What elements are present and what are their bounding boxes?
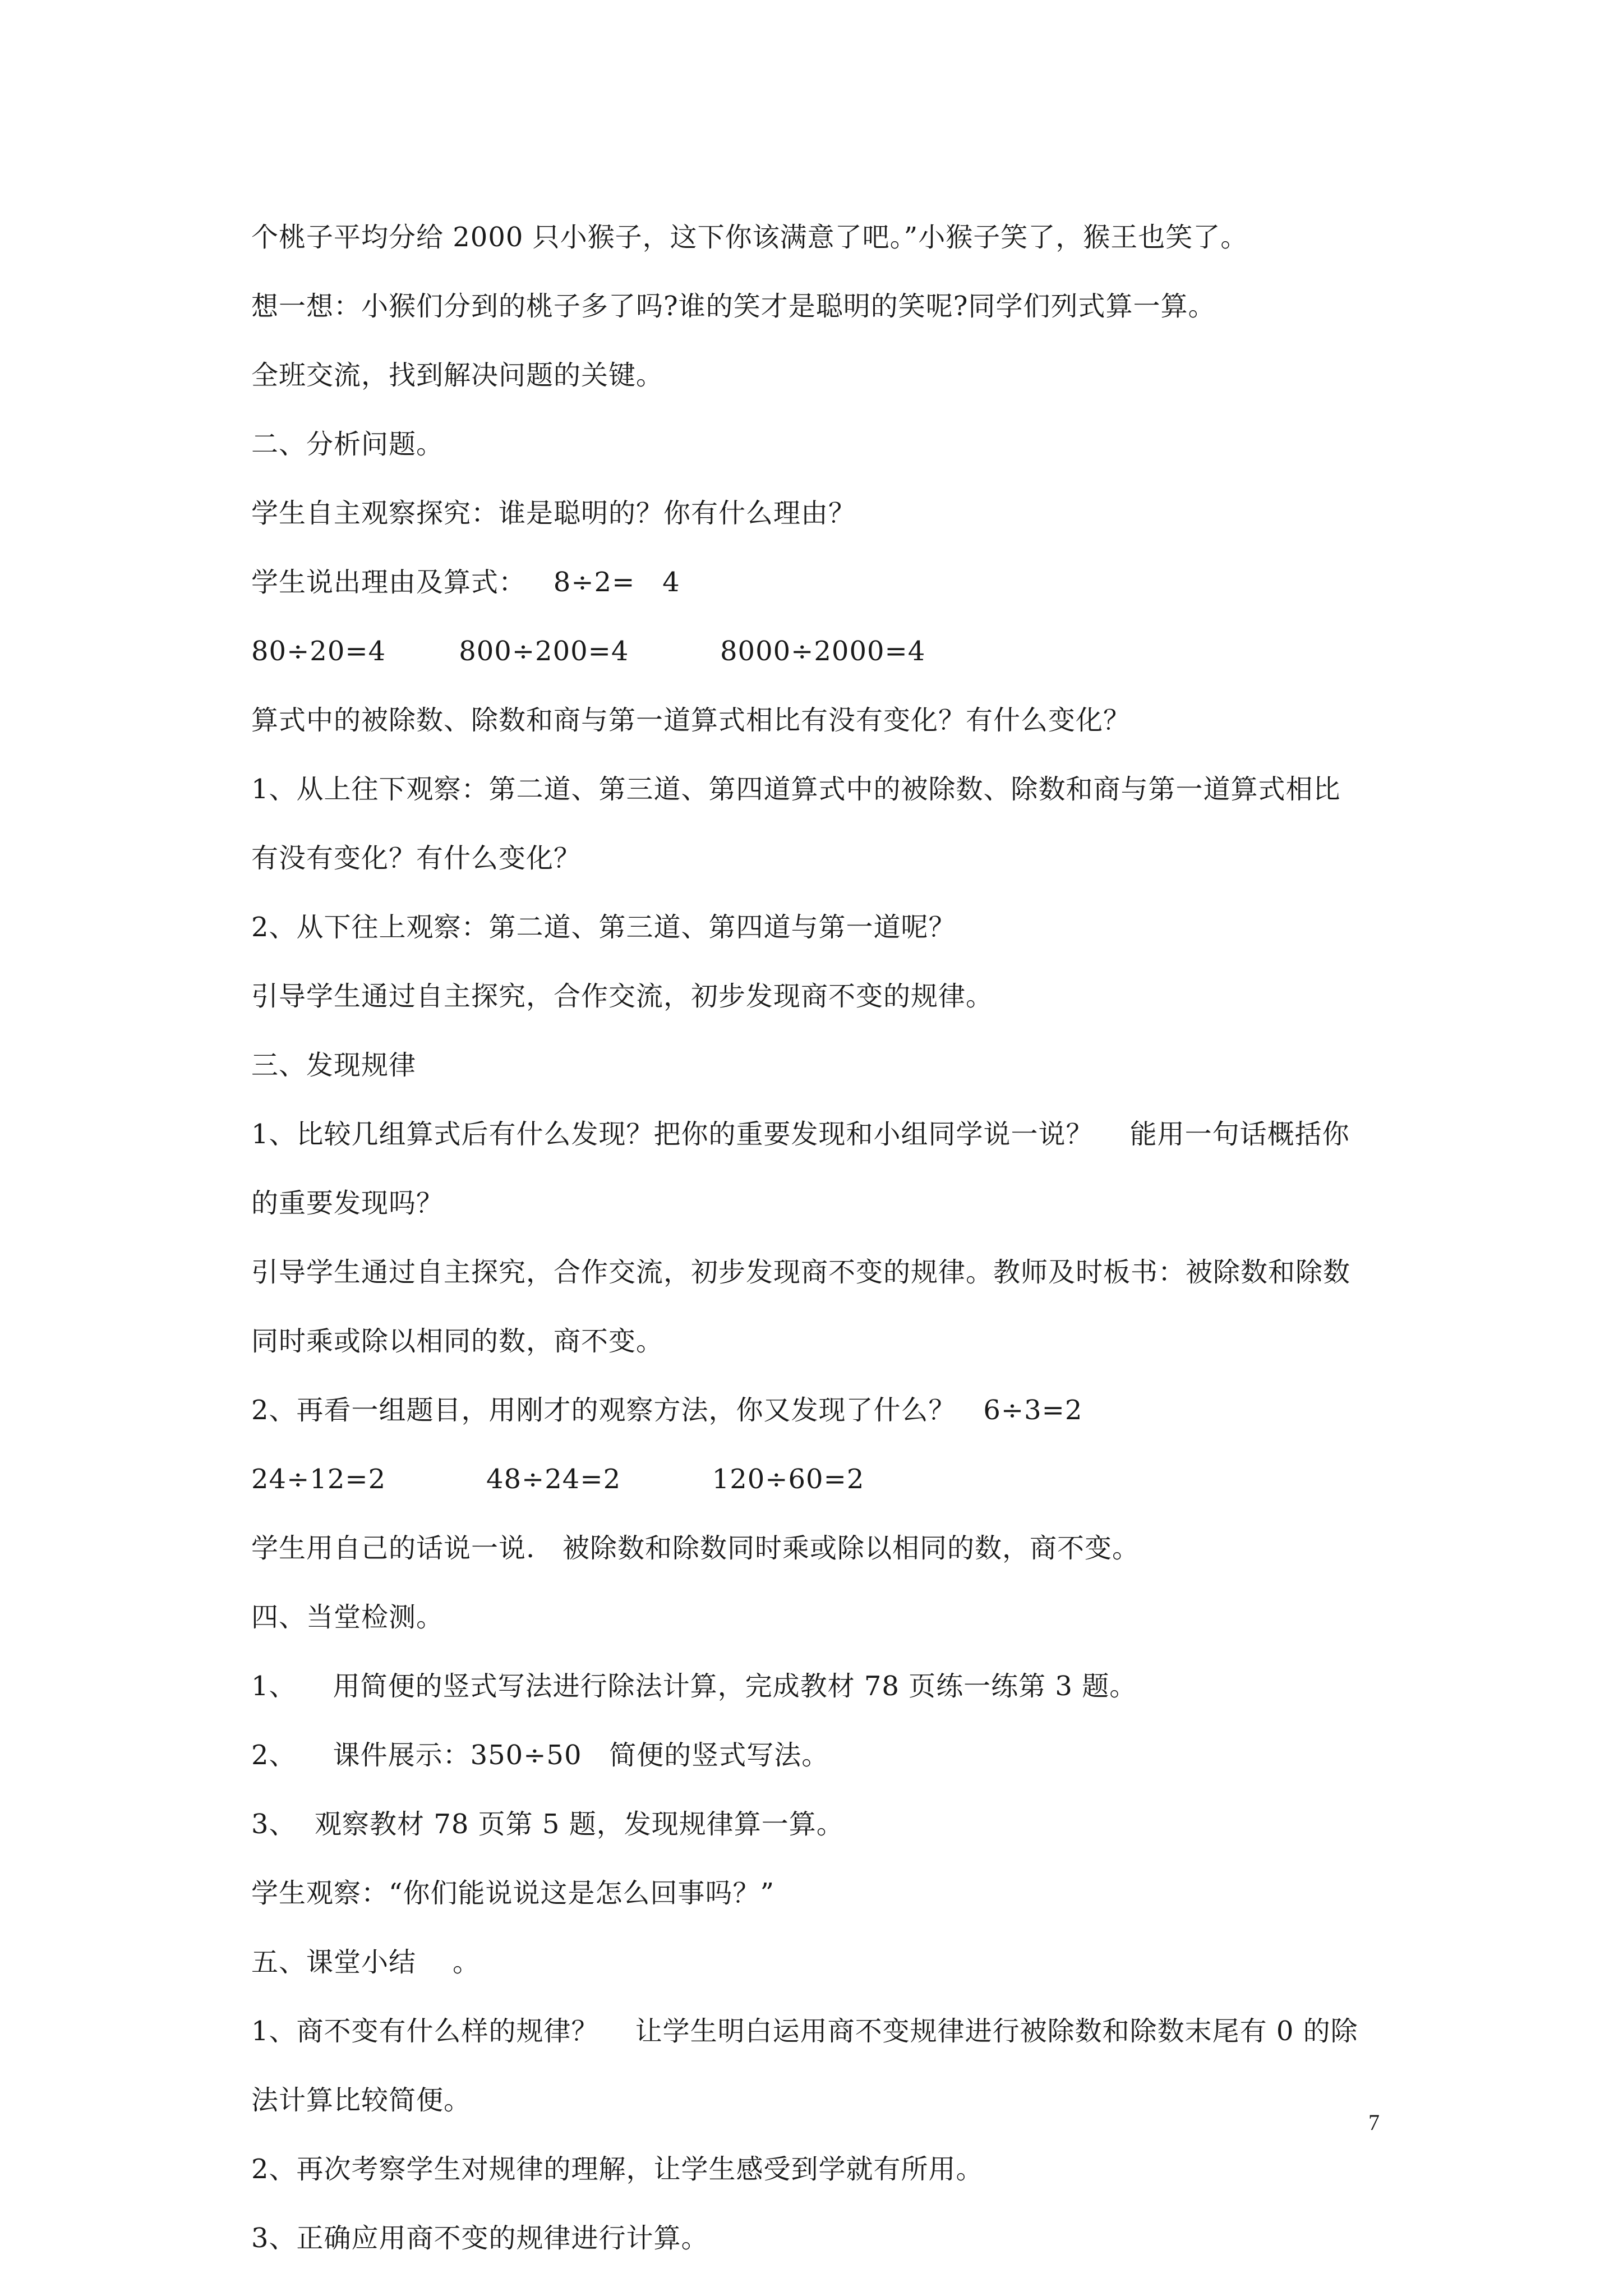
text-line: 2、 课件展示：350÷50 简便的竖式写法。 bbox=[251, 1740, 829, 1771]
text-line: 2、从下往上观察：第二道、第三道、第四道与第一道呢？ bbox=[251, 912, 956, 943]
text-line: 的重要发现吗？ bbox=[251, 1188, 444, 1219]
section-heading: 四、当堂检测。 bbox=[251, 1602, 444, 1633]
body-text bbox=[251, 203, 1395, 2273]
text-line: 1、商不变有什么样的规律？ 让学生明白运用商不变规律进行被除数和除数末尾有 0 的除 bbox=[251, 2016, 1358, 2047]
text-line: 引导学生通过自主探究，合作交流，初步发现商不变的规律。 bbox=[251, 981, 994, 1012]
text-line: 学生观察：“你们能说说这是怎么回事吗？” bbox=[251, 1878, 775, 1909]
equation-line: 80÷20=4 800÷200=4 8000÷2000=4 bbox=[251, 636, 926, 667]
equation-line: 24÷12=2 48÷24=2 120÷60=2 bbox=[251, 1464, 865, 1495]
text-line: 学生用自己的话说一说. 被除数和除数同时乘或除以相同的数，商不变。 bbox=[251, 1533, 1140, 1564]
text-line: 算式中的被除数、除数和商与第一道算式相比有没有变化？有什么变化？ bbox=[251, 705, 1131, 736]
text-line: 2、再看一组题目，用刚才的观察方法，你又发现了什么？ 6÷3=2 bbox=[251, 1395, 1083, 1426]
section-heading: 三、发现规律 bbox=[251, 1050, 417, 1081]
text-line: 全班交流，找到解决问题的关键。 bbox=[251, 360, 664, 391]
text-line: 引导学生通过自主探究，合作交流，初步发现商不变的规律。教师及时板书：被除数和除数 bbox=[251, 1257, 1351, 1288]
text-line: 1、从上往下观察：第二道、第三道、第四道算式中的被除数、除数和商与第一道算式相比 bbox=[251, 774, 1341, 805]
text-line: 想一想：小猴们分到的桃子多了吗?谁的笑才是聪明的笑呢?同学们列式算一算。 bbox=[251, 291, 1216, 322]
text-line: 法计算比较简便。 bbox=[251, 2085, 472, 2116]
text-line: 有没有变化？有什么变化？ bbox=[251, 843, 582, 874]
text-line: 个桃子平均分给 2000 只小猴子，这下你该满意了吧。”小猴子笑了，猴王也笑了。 bbox=[251, 222, 1248, 253]
section-heading: 二、分析问题。 bbox=[251, 429, 444, 460]
text-line: 3、 观察教材 78 页第 5 题，发现规律算一算。 bbox=[251, 1809, 844, 1840]
text-line: 1、比较几组算式后有什么发现？把你的重要发现和小组同学说一说？ 能用一句话概括你 bbox=[251, 1119, 1350, 1150]
text-line: 学生自主观察探究：谁是聪明的？你有什么理由？ bbox=[251, 498, 856, 529]
page-number: 7 bbox=[1368, 2110, 1380, 2135]
text-line: 学生说出理由及算式： 8÷2= 4 bbox=[251, 567, 680, 598]
text-line: 1、 用简便的竖式写法进行除法计算，完成教材 78 页练一练第 3 题。 bbox=[251, 1671, 1137, 1702]
text-line: 同时乘或除以相同的数，商不变。 bbox=[251, 1326, 664, 1357]
section-heading: 五、课堂小结 。 bbox=[251, 1947, 481, 1978]
text-line: 3、正确应用商不变的规律进行计算。 bbox=[251, 2223, 709, 2254]
text-line: 2、再次考察学生对规律的理解，让学生感受到学就有所用。 bbox=[251, 2154, 984, 2185]
